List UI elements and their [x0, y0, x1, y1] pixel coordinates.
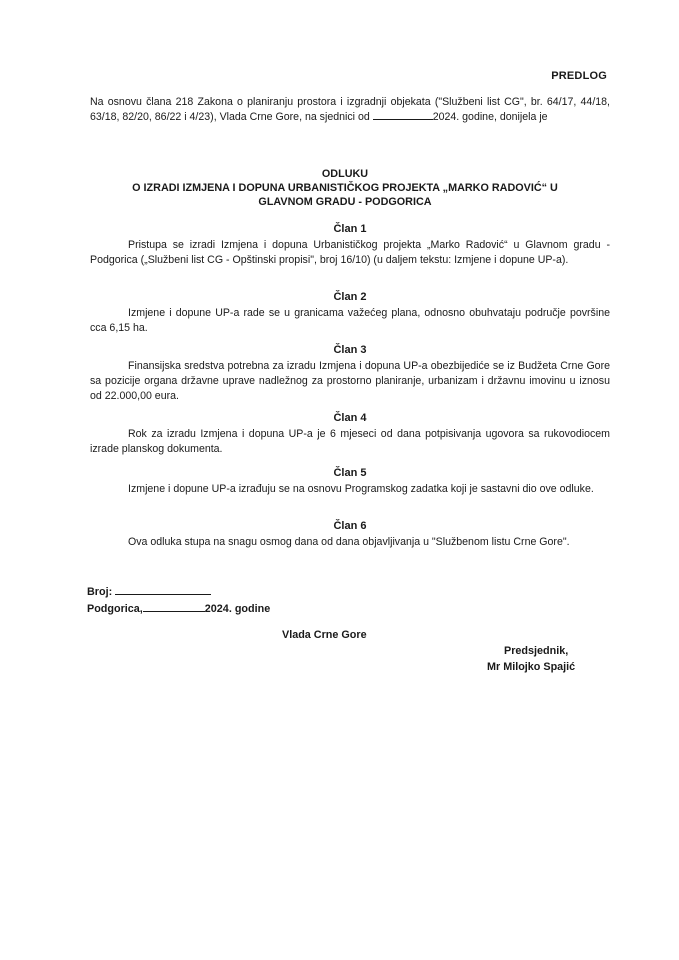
article-5-heading: Član 5 — [333, 467, 367, 479]
date-blank — [143, 611, 205, 612]
article-4-text: Rok za izradu Izmjena i dopuna UP-a je 6 mjeseci od dana potpisivanja ugovora sa rukovodiocem izrade planskog dokumenta. — [90, 428, 610, 455]
article-4-heading: Član 4 — [333, 412, 367, 424]
number-line: Broj: — [87, 586, 211, 598]
preamble-text: Na osnovu člana 218 Zakona o planiranju prostora i izgradnji objekata ("Službeni list CG", br. 64/17, 44/18, 63/18, 82/20, 86/22 i 4/23), Vlada Crne Gore, na sjednici od — [90, 96, 610, 123]
preamble — [90, 95, 610, 125]
draft-label: PREDLOG — [551, 70, 607, 82]
article-3-text: Finansijska sredstva potrebna za izradu Izmjena i dopuna UP-a obezbijediće se iz Budžeta Crne Gore sa pozicije organa državne uprave nadležnog za prostorno planiranje, urbanizam i državnu imovinu u iznosu od 22.000,00 eura. — [90, 360, 610, 402]
decision-title — [95, 167, 595, 209]
decision-heading: ODLUKU — [321, 168, 369, 180]
decision-subject-line1: O IZRADI IZMJENA I DOPUNA URBANISTIČKOG PROJEKTA „MARKO RADOVIĆ“ U — [132, 182, 558, 194]
article-6-text: Ova odluka stupa na snagu osmog dana od dana objavljivanja u "Službenom listu Crne Gore". — [128, 536, 570, 548]
article-1-heading: Član 1 — [333, 223, 367, 235]
session-date-blank — [373, 119, 433, 120]
number-blank — [115, 594, 211, 595]
article-2-heading: Član 2 — [333, 291, 367, 303]
article-5-text: Izmjene i dopune UP-a izrađuju se na osnovu Programskog zadatka koji je sastavni dio ove odluke. — [128, 483, 594, 495]
article-2-text: Izmjene i dopune UP-a rade se u granicama važećeg plana, odnosno obuhvataju područje površine cca 6,15 ha. — [90, 307, 610, 334]
article-3-heading: Član 3 — [333, 344, 367, 356]
preamble-year: 2024. godine, donijela je — [432, 111, 548, 123]
government-name: Vlada Crne Gore — [282, 629, 367, 641]
article-6-heading: Član 6 — [333, 520, 367, 532]
article-1-text: Pristupa se izradi Izmjena i dopuna Urbanističkog projekta „Marko Radović“ u Glavnom gradu - Podgorica („Službeni list CG - Opštinski propisi", broj 16/10) (u daljem tekstu: Izmjene i dopune UP-a). — [90, 239, 610, 266]
president-title: Predsjednik, — [504, 645, 569, 657]
decision-subject-line2: GLAVNOM GRADU - PODGORICA — [258, 196, 432, 208]
place-date-line: Podgorica, 2024. godine — [87, 603, 271, 615]
president-name: Mr Milojko Spajić — [487, 661, 576, 673]
